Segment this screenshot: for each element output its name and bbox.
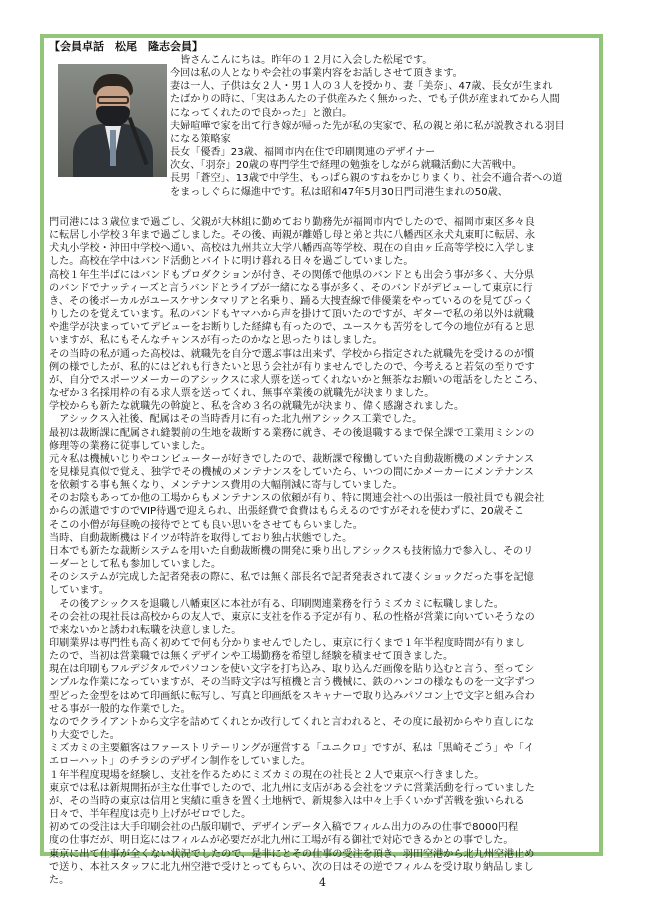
text-line: そのお陰もあってか他の工場からもメンテナンスの依頼が有り、特に関連会社への出張は一般社員でも親会社: [49, 493, 545, 505]
intro-paragraph: [170, 54, 595, 199]
text-line: 犬丸小学校・沖田中学校へ通い、高校は九州共立大学八幡西高等学校、現在の自由ヶ丘高等学校に入学しま: [49, 243, 535, 255]
text-line: １年半程度現場を経験し、支社を作るためにミズカミの現在の社長と２人で東京へ行きました。: [49, 769, 485, 781]
text-line: 日々で、半年程度は売り上げがゼロでした。: [49, 809, 252, 821]
text-line: なぜか３名採用枠の有る求人票を送ってくれ、無事卒業後の就職先が決まりました。: [49, 388, 435, 400]
text-line: そこの小僧が毎昼晩の接待でとても良い思いをさせてもらいました。: [49, 519, 363, 531]
text-line: その当時の私が通った高校は、就職先を自分で選ぶ事は出来ず、学校から指定された就職先を受けるのが慣: [49, 348, 535, 360]
text-line: 例の様でしたが、私的にはどれも行きたいと思う会社が有りませんでしたので、今考えると若気の至りです: [49, 361, 535, 373]
text-line: 当時、自動裁断機はドイツが特許を取得しており独占状態でした。: [49, 532, 353, 544]
main-text: [49, 216, 595, 887]
text-line: 度の仕事だが、明日迄にはフィルムが必要だが北九州に工場が有る御社で対応できるかとの事でした。: [49, 835, 514, 847]
text-line: 妻は一人、子供は女２人・男１人の３人を授かり、妻「美奈」、47歳、長女が生まれ: [170, 81, 553, 93]
text-line: 最初は裁断課に配属され縫製前の生地を裁断する業務に就き、その後退職するまで保全課で工業用ミシンの: [49, 427, 535, 439]
text-line: 元々私は機械いじりやコンピューターが好きでしたので、裁断課で稼働していた自動裁断機のメンテナンス: [49, 453, 534, 465]
text-line: 長男「蒼空」、13歳で中学生、もっぱら親のすねをかじりまくり、社会不適合者への道: [170, 173, 563, 185]
text-line: 東京に出て仕事が全くない状況でしたので、是非にとその仕事の受注を頂き、羽田空港から北九州空港止め: [49, 848, 535, 860]
text-line: や進学が決まっていてデビューをお断りした経緯も有ったので、ユースケも苦労をして今の地位が有ると思: [49, 322, 535, 334]
text-line: ンプルな作業になっていますが、その当時文字は写植機と言う機械に、鉄のハンコの様なものを一文字ずつ: [49, 677, 535, 689]
text-line: なのでクライアントから文字を詰めてくれとか改行してくれと言われると、その度に最初からやり直しにな: [49, 716, 534, 728]
text-line: 学校からも新たな就職先の斡旋と、私を含め３名の就職先が決まり、偉く感謝されました。: [49, 401, 465, 413]
text-line: を依頼する事も無くなり、メンテナンス費用の大幅削減に寄与していました。: [49, 480, 403, 492]
text-line: そのシステムが完成した記者発表の際に、私では無く部長名で記者発表されて凄くショックだった事を記憶: [49, 572, 534, 584]
text-line: 修理等の業務に従事していました。: [49, 440, 211, 452]
text-line: その後アシックスを退職し八幡東区に本社が有る、印刷関連業務を行うミズカミに転職しました。: [49, 598, 504, 610]
speaker-photo: [58, 64, 167, 177]
text-line: 門司港には３歳位まで過ごし、父親が大林組に勤めており勤務先が福岡市内でしたので、福岡市東区多々良: [49, 217, 535, 228]
article-title: 【会員卓話 松尾 隆志会員】: [49, 40, 203, 53]
text-line: いますが、私にもそんなチャンスが有ったのかなと思ったりはしました。: [49, 335, 383, 347]
text-line: からの派遣ですのでVIP待遇で迎えられ、出張経費で食費はもらえるのですがそれを使わずに、20歳そこ: [49, 506, 525, 518]
text-line: 印刷業界は専門性も高く初めてで何も分かりませんでしたし、東京に行くまで１年半程度時間が有りまし: [49, 638, 525, 649]
text-line: 次女、「羽奈」20歳の専門学生で経理の勉強をしながら就職活動に大苦戦中。: [170, 160, 523, 172]
text-line: たので、当初は営業職では無くデザインや工場勤務を希望し経験を積ませて頂きました。: [49, 651, 454, 663]
photo-mask: [96, 106, 130, 126]
text-line: が、自分でスポーツメーカーのアシックスに求人票を送ってくれないかと無茶なお願いの電話をしたところ、: [49, 374, 544, 386]
text-line: その会社の現社長は高校からの友人で、東京に支社を作る予定が有り、私の性格が営業に向いていそうなの: [49, 611, 535, 623]
text-line: ミズカミの主要顧客はファーストリテーリングが運営する「ユニクロ」ですが、私は「黒崎そごう」や「イ: [49, 743, 534, 755]
text-line: になってくれたので良かった」と激白。: [170, 107, 353, 119]
photo-glasses: [97, 96, 129, 104]
text-line: き、その後ボーカルがユースケサンタマリアと名乗り、踊る大捜査線で俳優業をやっているのを見てびっく: [49, 295, 533, 307]
text-line: アシックス入社後、配属はその当時香月に有った北九州アシックス工業でした。: [49, 414, 423, 426]
text-line: た。: [49, 874, 70, 886]
text-line: 初めての受注は大手印刷会社の凸版印刷で、デザインデータ入稿でフィルム出力のみの仕事で8000円程: [49, 822, 519, 834]
text-line: になる策略家: [170, 133, 231, 145]
text-line: のバンドでナッティーズと言うバンドとライブが一緒になる事が多く、そのバンドがデビューして東京に行: [49, 282, 533, 294]
text-line: せる事が一般的な作業でした。: [49, 703, 191, 715]
text-line: 日本でも新たな裁断システムを用いた自動裁断機の開発に乗り出しアシックスも技術協力で参入し、そのリ: [49, 545, 534, 557]
text-line: を見様見真似で覚え、独学でその機械のメンテナンスをしていたら、いつの間にかメーカーにメンテナンス: [49, 466, 534, 478]
text-line: 夫婦喧嘩で家を出て行き嫁が帰った先が私の実家で、私の親と弟に私が説教される羽目: [170, 120, 565, 132]
text-line: 皆さんこんにちは。昨年の１２月に入会した松尾です。: [170, 55, 433, 66]
text-line: 東京では私は新規開拓が主な仕事でしたので、北九州に支店がある会社をツテに営業活動を行っていました: [49, 782, 535, 794]
article-body: [49, 40, 595, 886]
text-line: で来ないかと誘われ転職を決意しました。: [49, 624, 242, 636]
text-line: をまっしぐらに爆進中です。私は昭和47年5月30日門司港生まれの50歳、: [170, 186, 508, 198]
text-line: り大変でした。: [49, 730, 120, 742]
text-line: が、その当時の東京は信用と実績に重きを置く土地柄で、新規参入は中々上手くいかず苦戦を強いられる: [49, 795, 525, 807]
article-frame: [40, 34, 603, 886]
text-line: に転居し小学校３年まで過ごしました。その後、両親が離婚し母と弟と共に八幡西区永犬丸東町に転居、永: [49, 230, 535, 242]
text-line: 現在は印刷もフルデジタルでパソコンを使い文字を打ち込み、取り込んだ画像を貼り込むと言う、至ってシ: [49, 664, 535, 676]
text-line: した。高校在学中はバンド活動とバイトに明け暮れる日々を過ごしていました。: [49, 256, 414, 268]
text-line: 長女「優香」23歳、福岡市内在住で印刷関連のデザイナー: [170, 147, 436, 159]
text-line: で送り、本社スタッフに北九州空港で受けとってもらい、次の日はその逆でフィルムを受け取り納品しまし: [49, 861, 534, 873]
text-line: 型どった金型をはめて印画紙に転写し、写真と印画紙をスキャナーで取り込みパソコン上で文字と組み合わ: [49, 690, 535, 702]
text-line: しています。: [49, 585, 109, 597]
page-number: 4: [319, 876, 326, 889]
text-line: エローハット」のチラシのデザイン制作をしていました。: [49, 756, 312, 768]
text-line: りしたのを覚えています。私のバンドもヤマハから声を掛けて頂いたのですが、ギターで私の弟以外は就職: [49, 309, 534, 321]
text-line: たばかりの時に、「実はあんたの子供産みたく無かった、でも子供が産まれてから人間: [170, 94, 560, 106]
photo-tie: [110, 130, 116, 166]
text-line: 高校１年生半ばにはバンドもプロダクションが付き、その関係で他県のバンドとも出会う事が多く、大分県: [49, 269, 535, 281]
text-line: ーダーとして私も参加していました。: [49, 559, 222, 571]
text-line: 今回は私の人となりや会社の事業内容をお話しさせて頂きます。: [170, 68, 463, 80]
